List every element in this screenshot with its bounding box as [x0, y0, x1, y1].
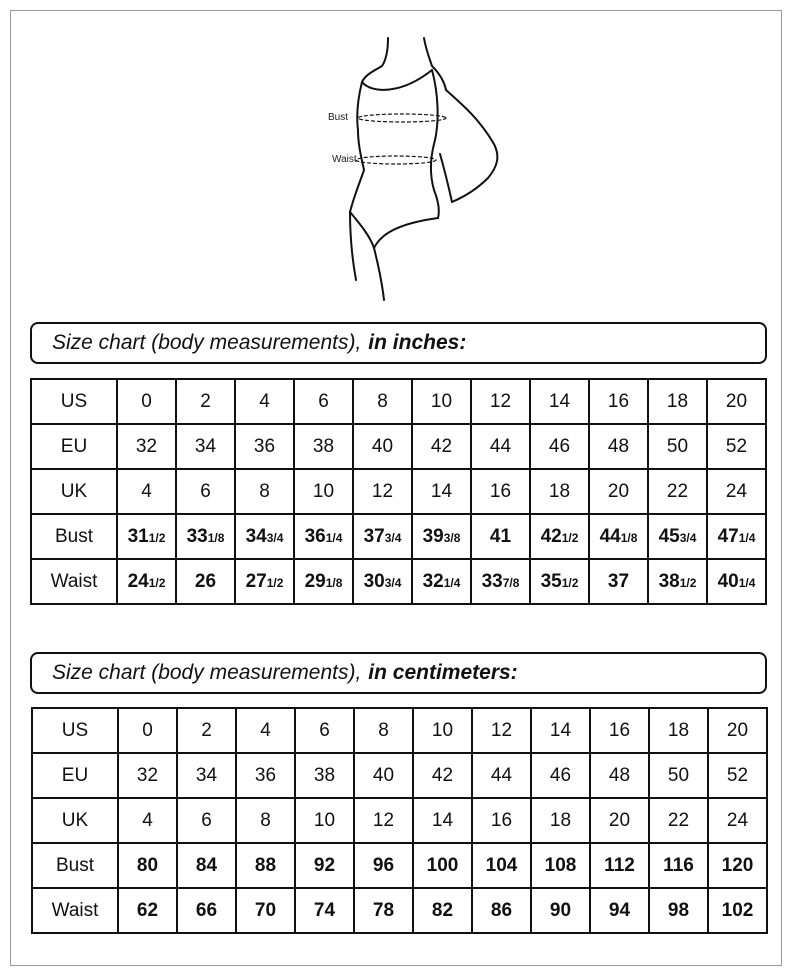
- size-value: 2: [200, 390, 211, 412]
- size-cell: [177, 753, 236, 798]
- size-value: 88: [254, 854, 277, 876]
- size-value: 44: [599, 525, 621, 547]
- size-cell: [117, 424, 176, 469]
- size-cell: [413, 798, 472, 843]
- size-cell: [236, 798, 295, 843]
- size-value: 50: [666, 435, 689, 457]
- size-fraction: 1/4: [443, 575, 461, 590]
- size-value: 40: [717, 570, 739, 592]
- size-cell: [471, 379, 530, 424]
- size-fraction: 1/8: [620, 530, 638, 545]
- size-value: 36: [253, 435, 276, 457]
- size-value: 52: [725, 435, 748, 457]
- size-value: 6: [319, 719, 330, 741]
- size-cell: [471, 424, 530, 469]
- size-cell: [413, 843, 472, 888]
- size-cell: [354, 843, 413, 888]
- size-value: 12: [371, 480, 394, 502]
- size-row-eu: [32, 753, 767, 798]
- size-cell: [118, 708, 177, 753]
- size-row-bust: [31, 514, 766, 559]
- size-value: 35: [540, 570, 562, 592]
- size-fraction: 3/4: [384, 530, 402, 545]
- size-value: 47: [717, 525, 739, 547]
- size-cell: [707, 469, 766, 514]
- size-value: 100: [426, 854, 459, 876]
- body-silhouette-icon: [320, 36, 520, 304]
- size-cell: [354, 708, 413, 753]
- size-cell: [589, 469, 648, 514]
- size-value: 26: [194, 570, 217, 592]
- size-cell: [176, 559, 235, 604]
- size-cell: [590, 798, 649, 843]
- size-cell: [235, 514, 294, 559]
- size-value: 20: [726, 719, 749, 741]
- size-value: 33: [481, 570, 503, 592]
- size-cell: [648, 514, 707, 559]
- size-fraction: 3/4: [679, 530, 697, 545]
- size-value: 37: [607, 570, 630, 592]
- size-cell: [295, 708, 354, 753]
- size-value: 42: [431, 764, 454, 786]
- size-value: 120: [721, 854, 754, 876]
- inches-size-table: [30, 378, 767, 605]
- size-value: 0: [141, 390, 152, 412]
- size-cell: [472, 708, 531, 753]
- size-cell: [472, 843, 531, 888]
- size-value: 10: [312, 480, 335, 502]
- size-value: 4: [260, 719, 271, 741]
- size-value: 2: [201, 719, 212, 741]
- size-value: 12: [372, 809, 395, 831]
- size-value: 104: [485, 854, 518, 876]
- size-cell: [176, 469, 235, 514]
- size-value: 36: [304, 525, 326, 547]
- size-cell: [708, 798, 767, 843]
- size-value: 96: [372, 854, 395, 876]
- size-row-uk: [32, 798, 767, 843]
- size-fraction: 1/2: [561, 530, 579, 545]
- size-cell: [649, 753, 708, 798]
- size-cell: [353, 424, 412, 469]
- size-value: 98: [667, 899, 690, 921]
- size-value: 6: [201, 809, 212, 831]
- size-cell: [707, 379, 766, 424]
- size-value: 36: [254, 764, 277, 786]
- size-value: 40: [371, 435, 394, 457]
- size-cell: [353, 559, 412, 604]
- size-value: 24: [127, 570, 149, 592]
- size-cell: [708, 753, 767, 798]
- inches-chart-unit: in inches:: [368, 331, 467, 354]
- size-value: 18: [549, 809, 572, 831]
- size-fraction: 1/2: [266, 575, 284, 590]
- size-value: 14: [431, 809, 454, 831]
- centimeters-size-table: [31, 707, 768, 934]
- size-value: 29: [304, 570, 326, 592]
- size-cell: [177, 888, 236, 933]
- size-value: 20: [725, 390, 748, 412]
- size-value: 82: [431, 899, 454, 921]
- size-value: 50: [667, 764, 690, 786]
- size-cell: [649, 888, 708, 933]
- size-cell: [236, 753, 295, 798]
- size-value: 24: [726, 809, 749, 831]
- size-cell: [589, 514, 648, 559]
- centimeters-chart-unit: in centimeters:: [368, 661, 518, 684]
- size-fraction: 1/2: [148, 575, 166, 590]
- size-cell: [176, 379, 235, 424]
- size-cell: [648, 469, 707, 514]
- size-value: 44: [490, 764, 513, 786]
- row-label: US: [32, 708, 118, 753]
- size-value: 30: [363, 570, 385, 592]
- size-row-us: [32, 708, 767, 753]
- size-cell: [353, 469, 412, 514]
- size-value: 18: [666, 390, 689, 412]
- row-label: EU: [32, 753, 118, 798]
- size-value: 8: [259, 480, 270, 502]
- size-value: 20: [607, 480, 630, 502]
- size-value: 34: [195, 764, 218, 786]
- size-value: 6: [200, 480, 211, 502]
- size-value: 38: [312, 435, 335, 457]
- size-row-uk: [31, 469, 766, 514]
- size-cell: [707, 514, 766, 559]
- size-cell: [648, 559, 707, 604]
- size-value: 74: [313, 899, 336, 921]
- row-label: US: [31, 379, 117, 424]
- row-label: Bust: [31, 514, 117, 559]
- size-value: 48: [607, 435, 630, 457]
- size-value: 44: [489, 435, 512, 457]
- row-label: Waist: [31, 559, 117, 604]
- size-cell: [117, 559, 176, 604]
- size-fraction: 1/2: [148, 530, 166, 545]
- size-value: 16: [607, 390, 630, 412]
- size-cell: [413, 888, 472, 933]
- row-label: UK: [31, 469, 117, 514]
- size-cell: [530, 379, 589, 424]
- size-value: 108: [544, 854, 577, 876]
- size-fraction: 1/2: [561, 575, 579, 590]
- size-cell: [118, 843, 177, 888]
- size-value: 10: [313, 809, 336, 831]
- size-cell: [412, 469, 471, 514]
- size-cell: [413, 708, 472, 753]
- size-cell: [295, 888, 354, 933]
- size-cell: [530, 424, 589, 469]
- size-row-waist: [32, 888, 767, 933]
- size-fraction: 1/4: [738, 530, 756, 545]
- size-cell: [531, 843, 590, 888]
- size-cell: [530, 514, 589, 559]
- size-cell: [531, 888, 590, 933]
- size-value: 38: [658, 570, 680, 592]
- size-value: 66: [195, 899, 218, 921]
- size-value: 8: [378, 719, 389, 741]
- size-value: 14: [548, 390, 571, 412]
- size-value: 62: [136, 899, 159, 921]
- size-value: 52: [726, 764, 749, 786]
- size-cell: [294, 379, 353, 424]
- size-value: 80: [136, 854, 159, 876]
- size-value: 33: [186, 525, 208, 547]
- size-fraction: 1/4: [738, 575, 756, 590]
- row-label: UK: [32, 798, 118, 843]
- size-value: 48: [608, 764, 631, 786]
- size-value: 22: [667, 809, 690, 831]
- size-value: 41: [489, 525, 512, 547]
- size-cell: [649, 708, 708, 753]
- size-value: 27: [245, 570, 267, 592]
- size-value: 92: [313, 854, 336, 876]
- size-value: 4: [259, 390, 270, 412]
- inches-chart-header: [30, 322, 767, 364]
- size-cell: [235, 559, 294, 604]
- size-cell: [648, 424, 707, 469]
- size-cell: [117, 469, 176, 514]
- size-value: 24: [725, 480, 748, 502]
- centimeters-chart-header: [30, 652, 767, 694]
- row-label: Waist: [32, 888, 118, 933]
- size-cell: [353, 514, 412, 559]
- size-value: 12: [489, 390, 512, 412]
- size-cell: [472, 798, 531, 843]
- size-cell: [236, 888, 295, 933]
- size-cell: [177, 843, 236, 888]
- size-cell: [353, 379, 412, 424]
- size-cell: [531, 798, 590, 843]
- size-value: 4: [141, 480, 152, 502]
- size-cell: [589, 379, 648, 424]
- size-fraction: 3/8: [443, 530, 461, 545]
- size-cell: [176, 514, 235, 559]
- size-cell: [530, 469, 589, 514]
- size-value: 42: [540, 525, 562, 547]
- size-cell: [590, 708, 649, 753]
- waist-figure-label: Waist: [332, 154, 357, 165]
- size-value: 10: [430, 390, 453, 412]
- size-cell: [295, 753, 354, 798]
- size-value: 32: [422, 570, 444, 592]
- size-value: 16: [490, 809, 513, 831]
- size-fraction: 1/2: [679, 575, 697, 590]
- size-value: 70: [254, 899, 277, 921]
- size-value: 12: [490, 719, 513, 741]
- size-cell: [354, 753, 413, 798]
- size-fraction: 1/8: [325, 575, 343, 590]
- size-value: 16: [608, 719, 631, 741]
- size-value: 90: [549, 899, 572, 921]
- size-value: 14: [549, 719, 572, 741]
- size-value: 34: [245, 525, 267, 547]
- row-label: Bust: [32, 843, 118, 888]
- size-cell: [707, 559, 766, 604]
- size-fraction: 1/4: [325, 530, 343, 545]
- size-cell: [708, 888, 767, 933]
- size-cell: [412, 379, 471, 424]
- size-value: 22: [666, 480, 689, 502]
- size-cell: [354, 888, 413, 933]
- size-value: 102: [721, 899, 754, 921]
- size-cell: [531, 753, 590, 798]
- size-value: 18: [548, 480, 571, 502]
- size-cell: [412, 514, 471, 559]
- size-value: 10: [431, 719, 454, 741]
- size-value: 8: [377, 390, 388, 412]
- centimeters-chart-title: Size chart (body measurements),: [52, 661, 362, 684]
- size-value: 20: [608, 809, 631, 831]
- size-value: 84: [195, 854, 218, 876]
- size-value: 42: [430, 435, 453, 457]
- size-cell: [471, 514, 530, 559]
- size-cell: [235, 469, 294, 514]
- size-cell: [648, 379, 707, 424]
- size-cell: [472, 753, 531, 798]
- size-cell: [590, 753, 649, 798]
- size-cell: [295, 843, 354, 888]
- size-row-eu: [31, 424, 766, 469]
- size-cell: [294, 514, 353, 559]
- size-cell: [176, 424, 235, 469]
- size-cell: [471, 559, 530, 604]
- size-value: 14: [430, 480, 453, 502]
- size-cell: [472, 888, 531, 933]
- size-cell: [177, 708, 236, 753]
- size-value: 31: [127, 525, 149, 547]
- size-cell: [590, 888, 649, 933]
- size-cell: [295, 798, 354, 843]
- size-cell: [117, 379, 176, 424]
- size-cell: [354, 798, 413, 843]
- size-value: 112: [604, 854, 635, 876]
- size-cell: [589, 424, 648, 469]
- size-value: 94: [608, 899, 631, 921]
- size-value: 4: [142, 809, 153, 831]
- size-value: 8: [260, 809, 271, 831]
- size-row-bust: [32, 843, 767, 888]
- size-cell: [236, 708, 295, 753]
- size-value: 116: [663, 854, 694, 876]
- size-value: 45: [658, 525, 680, 547]
- size-cell: [590, 843, 649, 888]
- size-cell: [649, 798, 708, 843]
- size-value: 46: [549, 764, 572, 786]
- size-value: 6: [318, 390, 329, 412]
- size-value: 37: [363, 525, 385, 547]
- size-value: 78: [372, 899, 395, 921]
- row-label: EU: [31, 424, 117, 469]
- inches-chart-title: Size chart (body measurements),: [52, 331, 362, 354]
- size-fraction: 1/8: [207, 530, 225, 545]
- size-value: 86: [490, 899, 513, 921]
- size-cell: [177, 798, 236, 843]
- size-cell: [413, 753, 472, 798]
- size-cell: [235, 424, 294, 469]
- size-value: 34: [194, 435, 217, 457]
- size-row-waist: [31, 559, 766, 604]
- size-fraction: 7/8: [502, 575, 520, 590]
- size-cell: [294, 424, 353, 469]
- size-row-us: [31, 379, 766, 424]
- size-cell: [236, 843, 295, 888]
- size-cell: [649, 843, 708, 888]
- size-value: 39: [422, 525, 444, 547]
- size-cell: [530, 559, 589, 604]
- size-value: 32: [135, 435, 158, 457]
- size-cell: [117, 514, 176, 559]
- size-cell: [235, 379, 294, 424]
- body-measurement-figure: [320, 36, 520, 304]
- size-cell: [294, 469, 353, 514]
- size-cell: [118, 753, 177, 798]
- size-cell: [412, 559, 471, 604]
- size-value: 40: [372, 764, 395, 786]
- size-value: 0: [142, 719, 153, 741]
- size-cell: [118, 888, 177, 933]
- size-value: 46: [548, 435, 571, 457]
- size-cell: [531, 708, 590, 753]
- size-fraction: 3/4: [384, 575, 402, 590]
- size-cell: [708, 843, 767, 888]
- size-value: 38: [313, 764, 336, 786]
- size-cell: [294, 559, 353, 604]
- size-cell: [471, 469, 530, 514]
- size-cell: [707, 424, 766, 469]
- size-value: 18: [667, 719, 690, 741]
- size-fraction: 3/4: [266, 530, 284, 545]
- size-value: 32: [136, 764, 159, 786]
- size-cell: [708, 708, 767, 753]
- size-cell: [589, 559, 648, 604]
- size-cell: [412, 424, 471, 469]
- size-cell: [118, 798, 177, 843]
- bust-figure-label: Bust: [328, 112, 349, 123]
- size-value: 16: [489, 480, 512, 502]
